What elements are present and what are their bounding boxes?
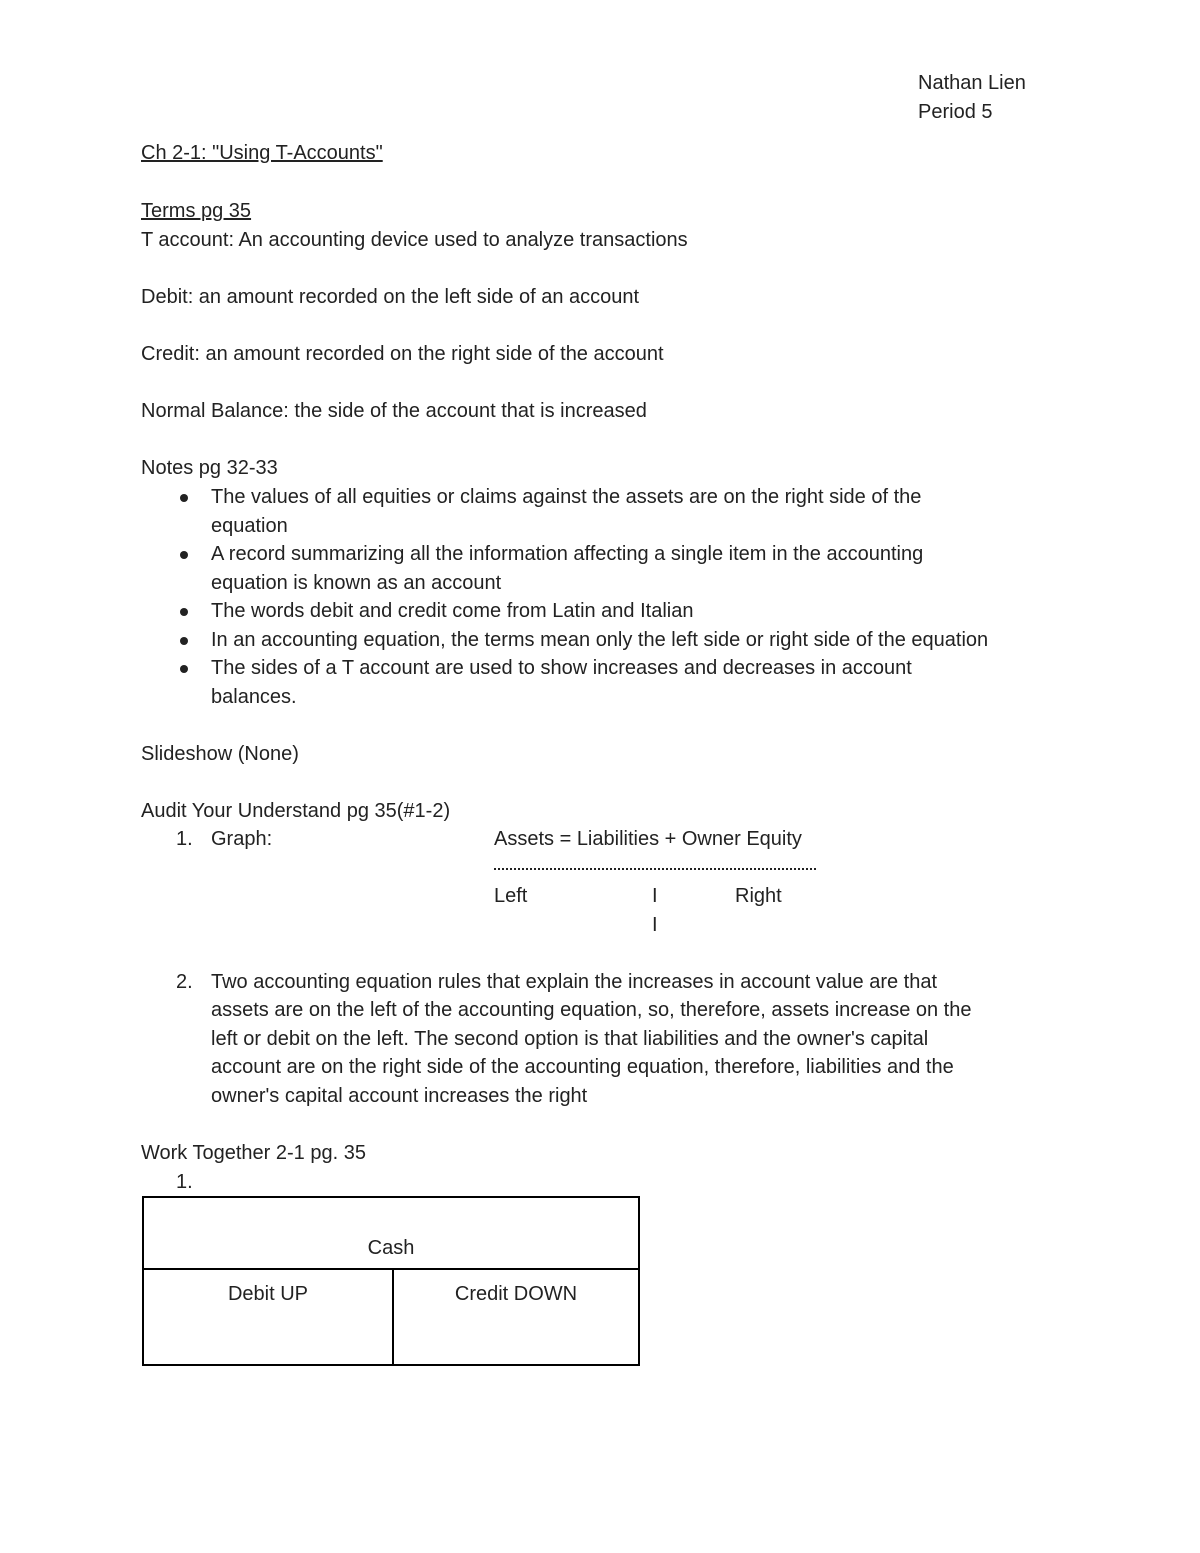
- note-item-line: equation: [211, 515, 288, 537]
- note-item-line: A record summarizing all the information affecting a single item in the accounting: [211, 543, 924, 565]
- answer-line: assets are on the left of the accounting equation, so, therefore, assets increase on the: [211, 999, 972, 1021]
- equation-divider: [494, 868, 816, 870]
- t-account-table: [142, 1196, 640, 1366]
- answer-line: owner's capital account increases the right: [211, 1085, 588, 1107]
- note-item-line: balances.: [211, 686, 297, 708]
- terms-heading: Terms pg 35: [141, 200, 252, 222]
- left-side-label: Left: [494, 885, 528, 907]
- slideshow-line: Slideshow (None): [141, 743, 299, 765]
- work-together-heading: Work Together 2-1 pg. 35: [141, 1142, 366, 1164]
- chapter-title: Ch 2-1: "Using T-Accounts": [141, 142, 383, 164]
- list-number: 1.: [176, 828, 193, 850]
- t-account-title: Cash: [367, 1237, 415, 1259]
- note-item-line: In an accounting equation, the terms mean only the left side or right side of the equation: [211, 629, 989, 651]
- answer-line: account are on the right side of the accounting equation, therefore, liabilities and the: [211, 1056, 954, 1078]
- accounting-equation: Assets = Liabilities + Owner Equity: [494, 828, 802, 850]
- student-name: Nathan Lien: [918, 72, 1026, 94]
- bullet-icon: [180, 608, 188, 616]
- note-item-line: equation is known as an account: [211, 572, 502, 594]
- t-account-debit: Debit UP: [227, 1283, 309, 1305]
- answer-line: Two accounting equation rules that explain the increases in account value are that: [211, 971, 938, 993]
- bullet-icon: [180, 494, 188, 502]
- t-account-header: [144, 1198, 638, 1270]
- bullet-icon: [180, 551, 188, 559]
- side-divider-mark: I: [652, 885, 658, 907]
- audit-heading: Audit Your Understand pg 35(#1-2): [141, 800, 451, 822]
- term-t-account: T account: An accounting device used to analyze transactions: [141, 229, 688, 251]
- list-number: 1.: [176, 1171, 193, 1193]
- notes-heading: Notes pg 32-33: [141, 457, 278, 479]
- class-period: Period 5: [918, 101, 993, 123]
- note-item-line: The sides of a T account are used to show increases and decreases in account: [211, 657, 912, 679]
- list-number: 2.: [176, 971, 193, 993]
- right-side-label: Right: [735, 885, 782, 907]
- side-divider-mark: I: [652, 914, 658, 936]
- answer-line: left or debit on the left. The second option is that liabilities and the owner's capital: [211, 1028, 929, 1050]
- note-item-line: The words debit and credit come from Latin and Italian: [211, 600, 694, 622]
- term-debit: Debit: an amount recorded on the left side of an account: [141, 286, 640, 308]
- bullet-icon: [180, 665, 188, 673]
- t-account-credit: Credit DOWN: [454, 1283, 578, 1305]
- term-credit: Credit: an amount recorded on the right side of the account: [141, 343, 664, 365]
- graph-label: Graph:: [211, 828, 273, 850]
- note-item-line: The values of all equities or claims against the assets are on the right side of the: [211, 486, 922, 508]
- bullet-icon: [180, 637, 188, 645]
- term-normal-balance: Normal Balance: the side of the account that is increased: [141, 400, 647, 422]
